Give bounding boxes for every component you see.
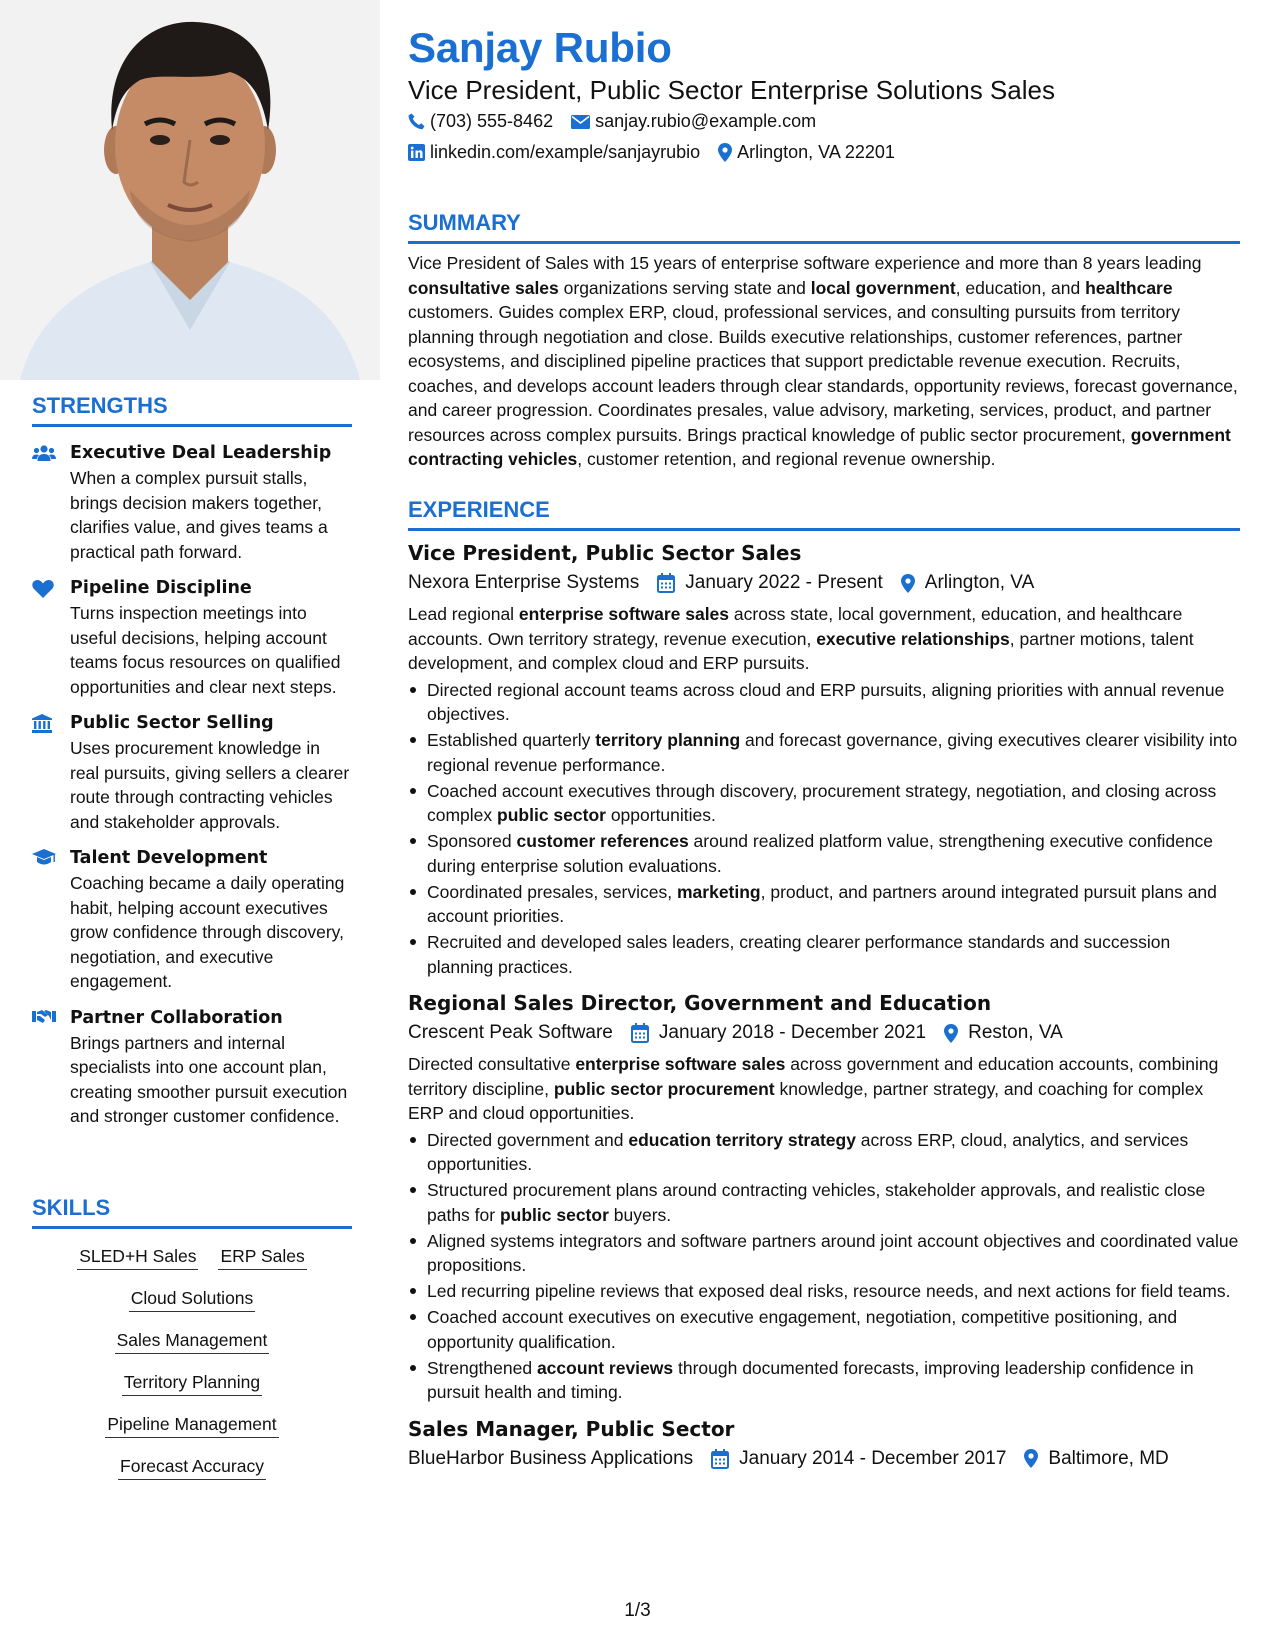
email-contact[interactable] <box>571 111 816 132</box>
skills-heading: SKILLS <box>32 1195 352 1229</box>
strength-description: Turns inspection meetings into useful decisions, helping account teams focus resources on qualified opportunities and clear next steps. <box>70 603 341 697</box>
strength-description: When a complex pursuit stalls, brings decision makers together, clarifies value, and gives teams a practical path forward. <box>70 468 328 562</box>
job-title: Sales Manager, Public Sector <box>408 1416 735 1441</box>
text-run: buyers. <box>608 1204 672 1225</box>
text-run: Strengthened <box>427 1357 537 1378</box>
strength-item <box>32 441 352 564</box>
linkedin-url[interactable]: linkedin.com/example/sanjayrubio <box>430 142 701 162</box>
job-location-text: Reston, VA <box>968 1022 1063 1043</box>
bold-phrase: territory planning <box>595 730 741 750</box>
skill-tag: Territory Planning <box>122 1369 262 1396</box>
job-title: Regional Sales Director, Government and Education <box>408 991 992 1015</box>
calendar-icon <box>711 1449 729 1469</box>
building-columns-icon <box>32 711 70 834</box>
job-entry <box>408 1414 1240 1474</box>
handshake-icon <box>32 1006 70 1129</box>
strength-item <box>32 846 352 994</box>
bold-phrase: education territory strategy <box>628 1129 856 1150</box>
text-run: Led recurring pipeline reviews that exposed deal risks, resource needs, and next actions for field teams. <box>427 1281 1231 1301</box>
summary-section <box>408 210 1240 472</box>
skill-tag: Sales Management <box>115 1327 270 1354</box>
text-run: across ERP, cloud, analytics, and services opportunities. <box>427 1129 1189 1174</box>
bold-phrase: public sector <box>497 805 606 825</box>
text-run: Structured procurement plans around contracting vehicles, stakeholder approvals, and realistic close paths for <box>427 1180 1206 1225</box>
text-run: and forecast governance, giving executives clearer visibility into regional revenue performance. <box>427 730 1238 775</box>
job-location <box>1024 1444 1168 1474</box>
skill-tag: SLED+H Sales <box>77 1243 198 1270</box>
bullet-item <box>408 930 1240 979</box>
text-run: Coached account executives through discovery, procurement strategy, negotiation, and closing across complex <box>427 780 1217 825</box>
contact-row-2 <box>408 142 913 163</box>
candidate-title: Vice President, Public Sector Enterprise Solutions Sales <box>408 75 1055 105</box>
location-contact <box>718 142 895 163</box>
job-location <box>901 568 1034 598</box>
bullet-item <box>408 779 1240 828</box>
strength-title: Executive Deal Leadership <box>70 443 332 463</box>
text-run: Vice President of Sales with 15 years of enterprise software experience and more than 8 years leading <box>408 253 1202 273</box>
text-run: , education, and <box>955 277 1086 298</box>
summary-text <box>408 251 1240 472</box>
bullet-item <box>408 1279 1240 1304</box>
profile-photo <box>0 0 380 380</box>
skill-tag: Forecast Accuracy <box>118 1453 266 1480</box>
map-pin-icon <box>1024 1449 1038 1468</box>
bold-phrase: government contracting vehicles <box>408 424 1231 469</box>
bullet-item <box>408 678 1240 727</box>
job-bullets <box>408 678 1240 980</box>
strength-title: Partner Collaboration <box>70 1007 283 1028</box>
text-run: , product, and partners around integrated pursuit plans and account priorities. <box>427 881 1217 926</box>
bold-phrase: enterprise software sales <box>575 1054 786 1074</box>
calendar-icon <box>657 573 675 593</box>
text-run: Directed consultative <box>408 1054 576 1074</box>
job-description <box>408 602 1240 676</box>
job-dates <box>631 1018 926 1048</box>
job-entry <box>408 538 1240 979</box>
job-dates <box>711 1444 1006 1474</box>
text-run: Coordinated presales, services, <box>427 881 677 902</box>
skills-section <box>32 1195 352 1495</box>
map-pin-icon <box>901 574 915 593</box>
text-run: Sponsored <box>427 831 517 851</box>
job-location-text: Arlington, VA <box>924 572 1035 593</box>
text-run: around realized platform value, strengthening executive confidence during enterprise solution evaluations. <box>427 831 1214 876</box>
candidate-name: Sanjay Rubio <box>408 24 672 71</box>
bullet-item <box>408 880 1240 929</box>
calendar-icon <box>631 1023 649 1043</box>
bold-phrase: consultative sales <box>408 277 559 298</box>
text-run: Recruited and developed sales leaders, creating clearer performance standards and succession planning practices. <box>427 932 1171 977</box>
text-run: customers. Guides complex ERP, cloud, professional services, and consulting pursuits from territory planning through negotiation and close. Builds executive relationships, customer references, partner ecosystems, and disciplined pipeline practices that support predictable revenue execution. Recruits, coaches, and develops account leaders through clear standards, opportunity reviews, forecast governance, and career progression. Coordinates presales, value advisory, marketing, services, product, and partner resources across complex pursuits. Brings practical knowledge of public sector procurement, <box>408 302 1238 445</box>
company-name: Nexora Enterprise Systems <box>408 572 640 593</box>
experience-heading: EXPERIENCE <box>408 497 1240 531</box>
text-run: Established quarterly <box>427 730 596 750</box>
job-dates-text: January 2018 - December 2021 <box>658 1022 927 1043</box>
contact-row-1 <box>408 111 834 132</box>
job-location-text: Baltimore, MD <box>1048 1447 1169 1469</box>
skill-tag: Cloud Solutions <box>129 1285 256 1312</box>
skills-list <box>32 1243 352 1480</box>
bullet-item <box>408 1305 1240 1354</box>
strength-description: Uses procurement knowledge in real pursuits, giving sellers a clearer route through contracting vehicles and stakeholder approvals. <box>70 738 350 832</box>
job-dates-text: January 2014 - December 2017 <box>739 1447 1007 1469</box>
location-text: Arlington, VA 22201 <box>737 142 895 162</box>
text-run: through documented forecasts, improving leadership confidence in pursuit health and timing. <box>427 1357 1194 1402</box>
strength-item <box>32 576 352 699</box>
bold-phrase: customer references <box>516 831 689 851</box>
job-bullets <box>408 1128 1240 1405</box>
company-name: Crescent Peak Software <box>408 1022 613 1043</box>
experience-section <box>408 497 1240 1474</box>
users-icon <box>32 441 70 564</box>
text-run: Lead regional <box>408 604 519 624</box>
job-entry <box>408 988 1240 1405</box>
phone-number: (703) 555-8462 <box>430 111 554 131</box>
bold-phrase: public sector procurement <box>553 1078 775 1099</box>
bullet-item <box>408 1229 1240 1278</box>
summary-heading: SUMMARY <box>408 210 1240 244</box>
strengths-heading: STRENGTHS <box>32 393 352 427</box>
job-description <box>408 1052 1240 1126</box>
text-run: opportunities. <box>605 805 716 825</box>
strength-description: Coaching became a daily operating habit, helping account executives grow confidence through discovery, negotiation, and executive engagement. <box>70 873 345 991</box>
job-dates <box>657 568 883 598</box>
linkedin-contact[interactable] <box>408 142 700 163</box>
bullet-item <box>408 1356 1240 1405</box>
page-number: 1/3 <box>624 1600 651 1621</box>
map-pin-icon <box>718 143 732 162</box>
phone-contact <box>408 111 553 132</box>
skill-tag: ERP Sales <box>218 1243 306 1270</box>
bold-phrase: public sector <box>499 1204 609 1225</box>
graduation-cap-icon <box>32 846 70 994</box>
bullet-item <box>408 1178 1240 1227</box>
bold-phrase: executive relationships <box>816 628 1010 649</box>
job-meta <box>408 1018 1240 1048</box>
text-run: knowledge, partner strategy, and coaching for complex ERP and cloud opportunities. <box>408 1078 1204 1123</box>
strength-item <box>32 711 352 834</box>
strength-title: Public Sector Selling <box>70 713 274 733</box>
bullet-item <box>408 728 1240 777</box>
strength-description: Brings partners and internal specialists into one account plan, creating smoother pursuit execution and stronger customer confidence. <box>70 1032 348 1126</box>
bold-phrase: account reviews <box>536 1357 674 1378</box>
text-run: , partner motions, talent development, and complex cloud and ERP pursuits. <box>408 628 1194 673</box>
text-run: Directed regional account teams across cloud and ERP pursuits, aligning priorities with annual revenue objectives. <box>427 679 1225 724</box>
skill-tag: Pipeline Management <box>105 1411 278 1438</box>
heart-icon <box>32 576 70 699</box>
job-meta <box>408 568 1240 598</box>
text-run: Directed government and <box>427 1129 629 1150</box>
bullet-item <box>408 1128 1240 1177</box>
envelope-icon <box>571 115 590 129</box>
job-location <box>944 1018 1063 1048</box>
text-run: organizations serving state and <box>558 277 811 298</box>
company-name: BlueHarbor Business Applications <box>408 1447 694 1469</box>
text-run: across government and education accounts, combining territory discipline, <box>408 1054 1219 1099</box>
linkedin-icon <box>408 144 425 161</box>
bold-phrase: healthcare <box>1085 277 1173 298</box>
left-column <box>0 0 380 1650</box>
strengths-section <box>32 393 352 1129</box>
bold-phrase: local government <box>810 277 956 298</box>
strength-item <box>32 1006 352 1129</box>
text-run: , customer retention, and regional revenue ownership. <box>577 449 996 469</box>
job-meta <box>408 1444 1240 1474</box>
bold-phrase: enterprise software sales <box>518 604 730 624</box>
text-run: Aligned systems integrators and software partners around joint account objectives and coordinated value propositions. <box>427 1230 1239 1275</box>
job-title: Vice President, Public Sector Sales <box>408 541 802 565</box>
bullet-item <box>408 829 1240 878</box>
map-pin-icon <box>944 1024 958 1043</box>
bold-phrase: marketing <box>676 881 761 902</box>
text-run: across state, local government, education, and healthcare accounts. Own territory strategy, revenue execution, <box>408 604 1183 649</box>
strength-title: Talent Development <box>70 848 268 868</box>
strength-title: Pipeline Discipline <box>70 578 252 598</box>
job-dates-text: January 2022 - Present <box>685 572 883 593</box>
email-address[interactable]: sanjay.rubio@example.com <box>595 111 817 131</box>
phone-icon <box>408 113 425 130</box>
text-run: Coached account executives on executive engagement, negotiation, competitive positioning, and opportunity qualification. <box>427 1307 1178 1352</box>
